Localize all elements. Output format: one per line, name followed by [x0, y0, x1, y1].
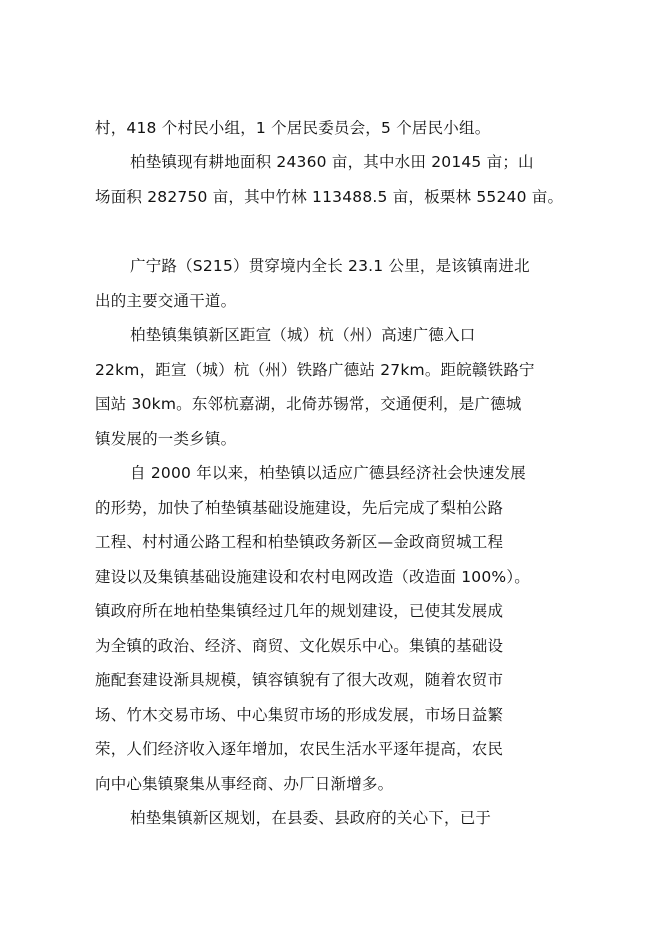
text-line-18: 荣，人们经济收入逐年增加，农民生活水平逐年提高，农民 [95, 740, 504, 758]
text-line-9: 镇发展的一类乡镇。 [95, 430, 237, 448]
text-line-19: 向中心集镇聚集从事经商、办厂日渐增多。 [95, 775, 394, 793]
text-line-14: 镇政府所在地柏垫集镇经过几年的规划建设，已使其发展成 [95, 602, 504, 620]
text-line-20: 柏垫集镇新区规划，在县委、县政府的关心下，已于 [130, 809, 492, 827]
text-line-6: 柏垫镇集镇新区距宣（城）杭（州）高速广德入口 [130, 326, 476, 344]
text-line-1: 村，418 个村民小组，1 个居民委员会，5 个居民小组。 [95, 119, 491, 137]
text-line-7: 22km，距宣（城）杭（州）铁路广德站 27km。距皖赣铁路宁 [95, 361, 535, 379]
text-line-3: 场面积 282750 亩，其中竹林 113488.5 亩，板栗林 55240 亩。 [95, 188, 564, 206]
text-line-17: 场、竹木交易市场、中心集贸市场的形成发展，市场日益繁 [95, 706, 504, 724]
text-line-5: 出的主要交通干道。 [95, 292, 237, 310]
text-line-16: 施配套建设渐具规模，镇容镇貌有了很大改观，随着农贸市 [95, 671, 504, 689]
text-line-2: 柏垫镇现有耕地面积 24360 亩，其中水田 20145 亩；山 [130, 153, 534, 171]
text-line-13: 建设以及集镇基础设施建设和农村电网改造（改造面 100%）。 [95, 568, 530, 586]
text-line-15: 为全镇的政治、经济、商贸、文化娱乐中心。集镇的基础设 [95, 637, 504, 655]
text-line-8: 国站 30km。东邻杭嘉湖，北倚苏锡常，交通便利，是广德城 [95, 395, 522, 413]
text-line-4: 广宁路（S215）贯穿境内全长 23.1 公里，是该镇南进北 [130, 257, 530, 275]
text-line-10: 自 2000 年以来，柏垫镇以适应广德县经济社会快速发展 [130, 464, 526, 482]
text-line-11: 的形势，加快了柏垫镇基础设施建设，先后完成了梨柏公路 [95, 499, 504, 517]
text-line-12: 工程、村村通公路工程和柏垫镇政务新区—金政商贸城工程 [95, 533, 504, 551]
